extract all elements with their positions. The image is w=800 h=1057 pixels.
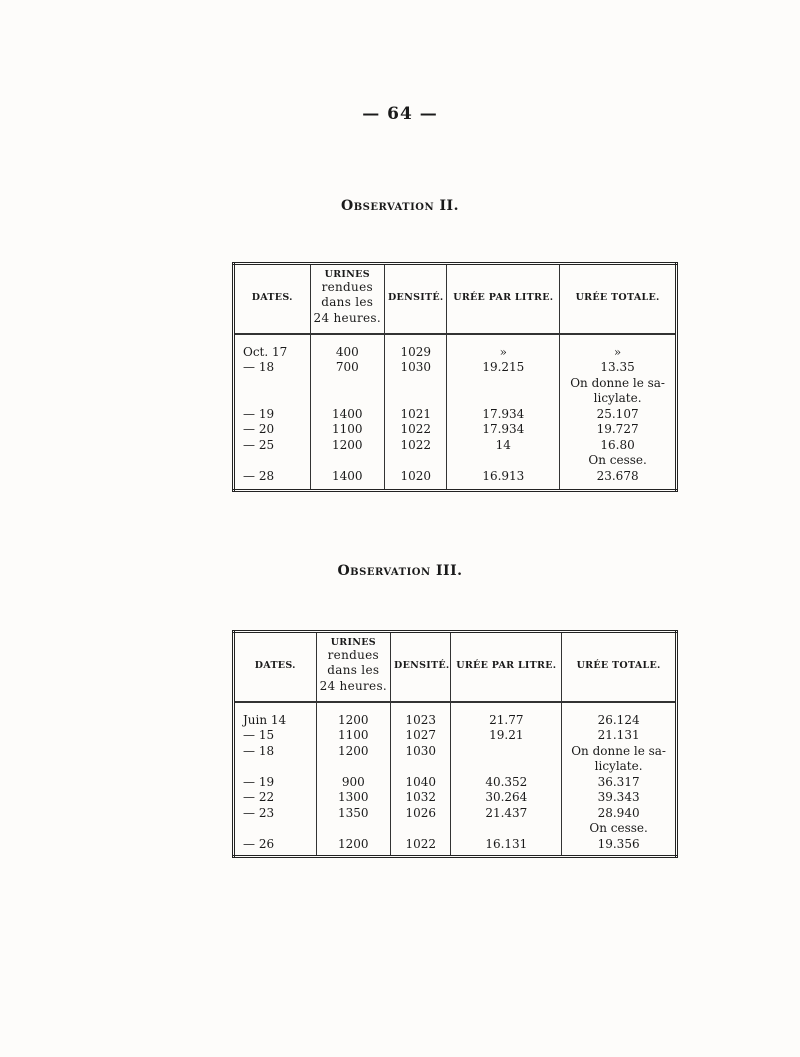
table-body [234,702,677,857]
cell-densite: 1022 [400,422,431,436]
cell-urines: 1350 [338,805,369,820]
cell-uree-totale: 16.80 [600,437,635,452]
cell-date: — 26 [243,836,275,851]
cell-date [243,376,307,392]
cell-uree-litre: » [499,344,507,359]
header-urines-line: 24 heures. [313,310,381,325]
cell-uree-totale-column [562,702,677,857]
cell-uree-totale: 39.343 [597,790,640,804]
cell-urines: 1100 [338,728,369,742]
cell-uree-litre [450,376,556,392]
page-number: — 64 — [362,104,438,124]
cell-uree-litre [450,453,556,469]
cell-date-column [234,702,317,857]
observation-heading: Observation III. [337,563,463,579]
table-body [234,334,677,491]
cell-uree-totale: 28.940 [597,805,640,820]
cell-urines [320,821,388,837]
cell-urines: 1300 [338,790,369,804]
cell-densite-column [385,334,447,491]
cell-date: — 18 [243,360,275,374]
cell-densite [394,821,447,837]
cell-densite: 1030 [400,360,431,374]
header-dates: DATES. [234,264,311,334]
cell-urines: 1200 [338,743,369,758]
cell-uree-litre-column [451,702,562,857]
table-row [234,334,677,491]
cell-date [243,821,313,837]
observation-heading: Observation II. [341,198,459,214]
cell-densite: 1030 [405,743,437,758]
cell-date: — 18 [243,743,275,758]
cell-uree-totale: On cesse. [588,453,647,467]
cell-densite [388,391,443,407]
header-urines-top: URINES [330,637,376,649]
cell-densite: 1026 [405,805,437,820]
cell-uree-litre: 16.913 [482,468,525,483]
cell-uree-totale: licylate. [593,391,642,405]
cell-uree-totale: 19.356 [597,836,640,851]
cell-densite [394,759,447,775]
cell-date: — 19 [243,406,275,421]
cell-urines [314,453,382,469]
cell-urines: 1400 [331,406,363,421]
cell-uree-litre [450,391,556,407]
cell-densite: 1020 [400,468,431,483]
cell-uree-totale: 25.107 [596,406,639,421]
cell-uree-litre: 21.437 [485,805,528,820]
cell-uree-totale: » [613,344,622,359]
cell-densite [388,453,443,469]
cell-densite: 1029 [400,344,431,359]
cell-date: — 20 [243,422,275,436]
cell-uree-litre-column [447,334,560,491]
cell-urines [320,759,388,775]
cell-uree-litre: 21.77 [489,712,524,727]
header-urines-line: rendues [327,647,379,662]
observation-table [232,262,678,492]
cell-densite: 1022 [400,437,431,452]
cell-uree-litre: 19.21 [489,728,524,742]
cell-date: Juin 14 [243,712,287,727]
cell-urines: 400 [335,344,359,359]
cell-uree-litre: 17.934 [482,422,525,436]
cell-densite: 1040 [405,774,437,789]
cell-urines-column [316,702,391,857]
observation-table [232,630,678,858]
cell-urines: 900 [341,774,365,789]
cell-date [243,391,307,407]
cell-uree-totale: 26.124 [597,712,640,727]
cell-densite: 1032 [405,790,437,804]
cell-urines: 700 [335,360,359,374]
cell-uree-litre [454,759,558,775]
cell-date [243,453,307,469]
cell-densite: 1021 [400,406,431,421]
header-urines-line: dans les [321,295,374,310]
cell-densite-column [391,702,451,857]
cell-date: — 25 [243,437,275,452]
cell-date [243,759,313,775]
cell-uree-litre: 14 [495,437,511,452]
header-urines [316,632,391,702]
cell-date: — 15 [243,728,275,742]
cell-date: Oct. 17 [243,344,288,359]
cell-densite: 1023 [405,712,437,727]
header-uree-litre: URÉE PAR LITRE. [451,632,562,702]
header-uree-totale: URÉE TOTALE. [562,632,677,702]
cell-uree-litre [454,744,558,760]
cell-urines: 1200 [331,437,363,452]
cell-date: — 22 [243,790,275,804]
header-urines-line: rendues [321,279,373,294]
cell-uree-litre: 40.352 [485,774,528,789]
header-urines-line: 24 heures. [319,678,388,693]
cell-uree-totale: 13.35 [600,360,635,374]
cell-uree-totale: 23.678 [596,468,639,483]
cell-uree-litre: 17.934 [482,406,525,421]
cell-uree-totale: On cesse. [589,821,648,835]
cell-urines: 1200 [338,836,369,851]
header-urines [310,264,385,334]
header-densite: DENSITÉ. [385,264,447,334]
header-uree-totale: URÉE TOTALE. [560,264,677,334]
cell-uree-litre: 30.264 [485,790,528,804]
cell-uree-totale: On donne le sa- [571,743,666,758]
cell-date: — 23 [243,805,275,820]
cell-urines: 1400 [331,468,363,483]
cell-densite: 1022 [405,836,437,851]
header-densite: DENSITÉ. [391,632,451,702]
table-row [234,702,677,857]
cell-urines [314,391,382,407]
cell-uree-litre: 19.215 [482,360,525,374]
header-uree-litre: URÉE PAR LITRE. [447,264,560,334]
cell-uree-totale-column [560,334,677,491]
header-urines-line: dans les [327,663,380,678]
cell-uree-totale: 21.131 [597,728,640,742]
cell-urines-column [310,334,385,491]
cell-date-column [234,334,311,491]
cell-urines [314,376,382,392]
cell-uree-totale: 19.727 [596,422,639,436]
cell-uree-totale: On donne le sa- [570,375,665,390]
cell-urines: 1200 [338,712,369,727]
cell-uree-totale: 36.317 [597,774,640,789]
cell-uree-totale: licylate. [594,759,643,773]
cell-date: — 19 [243,774,275,789]
cell-densite [388,376,443,392]
header-urines-top: URINES [324,269,370,281]
cell-densite: 1027 [405,728,437,742]
cell-uree-litre [454,821,558,837]
header-dates: DATES. [234,632,317,702]
cell-uree-litre: 16.131 [485,836,528,851]
cell-date: — 28 [243,468,275,483]
cell-urines: 1100 [331,422,363,436]
